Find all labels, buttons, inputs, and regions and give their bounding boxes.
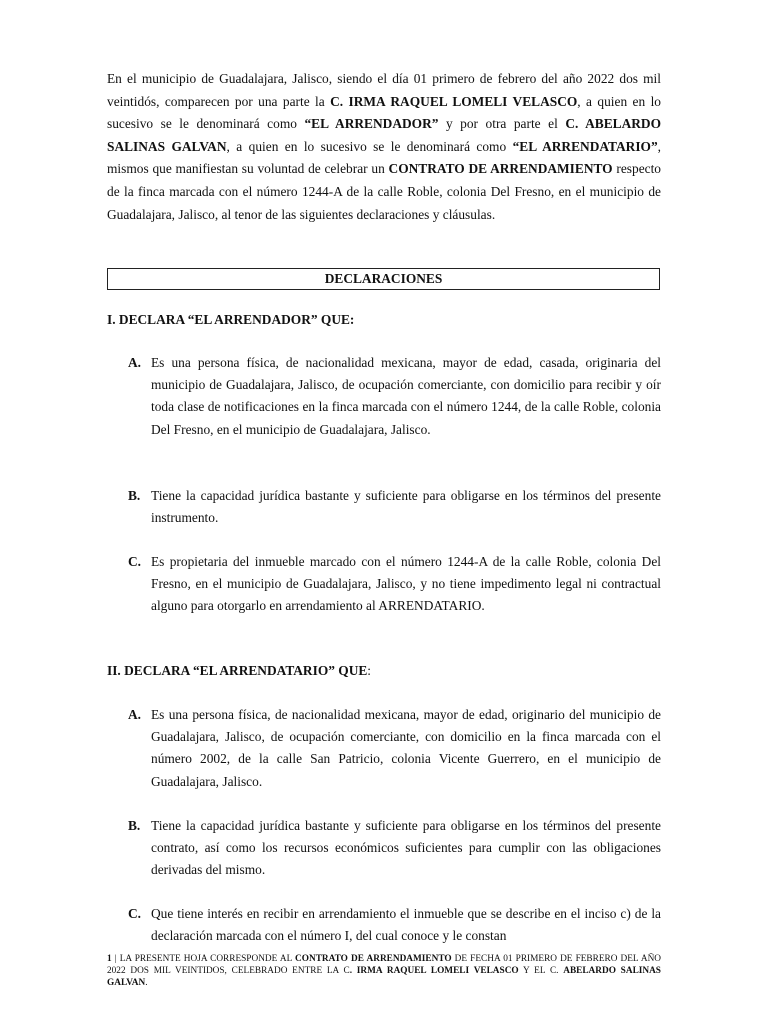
section-2-item-c: [128, 903, 661, 947]
item-letter: B.: [128, 488, 141, 503]
item-text: Es una persona física, de nacionalidad mexicana, mayor de edad, originario del municipio de Guadalajara, Jalisco, de ocupación comerciante, con domicilio en la finca marcada con el número 2002, de la calle San Patricio, colonia Vicente Guerrero, en el municipio de Guadalajara, Jalisco.: [151, 707, 661, 789]
page-number: 1: [107, 954, 112, 964]
intro-text-5: , mismos que manifiestan su voluntad de celebrar un: [107, 138, 661, 177]
arrendador-label: “EL ARRENDADOR”: [304, 116, 439, 132]
section-2-item-a: [128, 704, 661, 793]
arrendatario-label: “EL ARRENDATARIO”: [512, 138, 658, 154]
intro-text-4: , a quien en lo sucesivo se le denominará como: [226, 138, 513, 154]
section-1-item-b: [128, 485, 661, 529]
section-1-heading: [107, 312, 354, 328]
intro-text-3: y por otra parte el: [438, 116, 566, 132]
section-2-heading-colon: :: [367, 663, 372, 678]
contract-type: CONTRATO DE ARRENDAMIENTO: [388, 161, 613, 177]
intro-text-2: , a quien en lo sucesivo se le denominará como: [107, 93, 661, 132]
arrendadora-name: C. IRMA RAQUEL LOMELI VELASCO: [330, 93, 578, 109]
item-letter: A.: [128, 707, 142, 722]
item-text: Es una persona física, de nacionalidad mexicana, mayor de edad, casada, originaria del municipio de Guadalajara, Jalisco, de ocupación comerciante, con domicilio para recibir y oír toda clase de notificaciones en la finca marcada con el número 1244, de la calle Roble, colonia Del Fresno, en el municipio de Guadalajara, Jalisco.: [151, 355, 661, 437]
intro-text-6: respecto de la finca marcada con el número 1244-A de la calle Roble, colonia Del Fresno, en el municipio de Guadalajara, Jalisco, al tenor de las siguientes declaraciones y cláusulas.: [107, 161, 661, 222]
item-text: Que tiene interés en recibir en arrendamiento el inmueble que se describe en el inciso c) de la declaración marcada con el número I, del cual conoce y le constan: [151, 906, 661, 944]
arrendatario-name: C. ABELARDO SALINAS GALVAN: [107, 116, 661, 154]
footer-arrendatario: ABELARDO SALINAS GALVAN: [107, 966, 661, 988]
footer-text-2: DE FECHA 01 PRIMERO DE FEBRERO DEL AÑO 2022 DOS MIL VEINTIDOS, CELEBRADO ENTRE LA C: [107, 954, 661, 976]
footer-text-3: Y EL C.: [518, 966, 564, 976]
item-text: Es propietaria del inmueble marcado con el número 1244-A de la calle Roble, colonia Del Fresno, en el municipio de Guadalajara, Jalisco, y no tiene impedimento legal ni contractual alguno para otorgarlo en arrendamiento al ARRENDATARIO.: [151, 554, 661, 614]
item-letter: A.: [128, 355, 142, 370]
footer-text-4: .: [145, 978, 148, 988]
item-letter: C.: [128, 554, 142, 569]
intro-paragraph: [107, 68, 661, 226]
intro-text-1: En el municipio de Guadalajara, Jalisco, siendo el día 01 primero de febrero del año 2022 dos mil veintidós, comparecen por una parte la: [107, 71, 661, 109]
footer-arrendadora: . IRMA RAQUEL LOMELI VELASCO: [349, 966, 519, 976]
footer-text-1: | LA PRESENTE HOJA CORRESPONDE AL: [111, 954, 296, 964]
page-footer: [107, 953, 661, 989]
item-letter: C.: [128, 906, 142, 921]
section-1-item-a: [128, 352, 661, 441]
section-1-heading-text: I. DECLARA “EL ARRENDADOR” QUE:: [107, 312, 355, 327]
footer-contract-type: CONTRATO DE ARRENDAMIENTO: [295, 954, 452, 964]
declaraciones-title: DECLARACIONES: [107, 268, 660, 290]
section-2-item-b: [128, 815, 661, 882]
item-text: Tiene la capacidad jurídica bastante y suficiente para obligarse en los términos del presente instrumento.: [151, 488, 661, 526]
section-2-heading-text: II. DECLARA “EL ARRENDATARIO” QUE: [107, 663, 368, 678]
item-text: Tiene la capacidad jurídica bastante y suficiente para obligarse en los términos del presente contrato, así como los recursos económicos suficientes para cumplir con las obligaciones derivadas del mismo.: [151, 818, 661, 878]
item-letter: B.: [128, 818, 141, 833]
section-2-heading: [107, 663, 371, 679]
section-1-item-c: [128, 551, 661, 618]
